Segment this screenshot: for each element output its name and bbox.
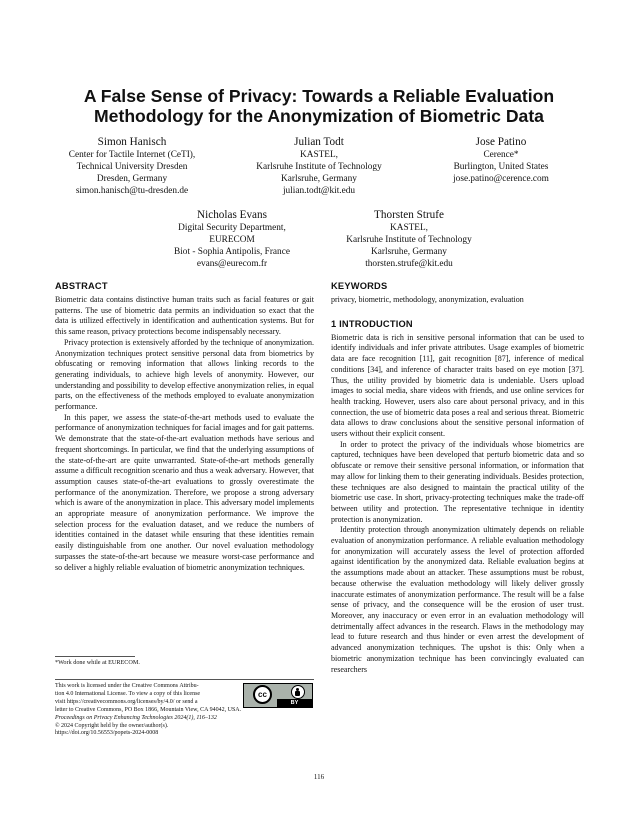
author-name: Nicholas Evans (197, 209, 267, 221)
keywords-heading: KEYWORDS (331, 281, 388, 291)
abstract-section (55, 280, 314, 573)
right-column (331, 280, 584, 675)
license-text (55, 683, 242, 738)
author-name: Simon Hanisch (97, 136, 167, 148)
author-location: Burlington, United States (453, 162, 549, 172)
author-affiliation: Karlsruhe Institute of Technology (256, 162, 382, 172)
author-block-todt (244, 135, 394, 197)
author-block-evans (157, 208, 307, 270)
introduction-heading: 1 INTRODUCTION (331, 318, 413, 329)
paper-title (60, 86, 578, 126)
author-affiliation: EURECOM (209, 235, 255, 245)
introduction-paragraph: In order to protect the privacy of the individuals whose biometrics are captured, techniques have been developed that perturb biometric data and so obfuscate or remove their sensitive personal information, or information that may allow for linking them to their generating individuals. Besides protection, these techniques are also designed to maintain the practical utility of the biometric use case. In short, privacy-protecting techniques make the trade-off between utility and protection. The representative technique in identity protection is anonymization. (331, 439, 584, 524)
license-line: letter to Creative Commons, PO Box 1866, Mountain View, CA 94042, USA. (55, 706, 242, 713)
author-location: Biot - Sophia Antipolis, France (174, 247, 290, 257)
footnote: *Work done while at EURECOM. (55, 659, 140, 666)
paper-title-line-1: A False Sense of Privacy: Towards a Reliable Evaluation (83, 86, 555, 106)
author-affiliation: Karlsruhe Institute of Technology (346, 235, 472, 245)
doi-link[interactable]: https://doi.org/10.56553/popets-2024-0008 (55, 730, 159, 737)
license-block (55, 679, 314, 746)
abstract-paragraph: Biometric data contains distinctive human traits such as facial features or gait patterns. The use of biometric data permits an individuation so exact that the data is utilized effectively in identification and authentication systems. But for this same reason, privacy protections become indispensably necessary. (55, 295, 314, 337)
abstract-paragraph: Privacy protection is extensively afforded by the technique of anonymization. Anonymization techniques protect sensitive personal data from biometrics by obfuscating or removing information that allows linking records to the generating individuals, to achieve high levels of anonymity. However, our understanding and possibility to develop effective anonymization relies, in equal parts, on the effectiveness of the methods employed to evaluate anonymization performance. (55, 337, 314, 412)
author-affiliation: KASTEL, (300, 150, 338, 160)
author-block-strufe (334, 208, 484, 270)
author-location: Karlsruhe, Germany (371, 247, 447, 257)
author-name: Julian Todt (294, 136, 344, 148)
author-block-hanisch (57, 135, 207, 197)
author-location: Dresden, Germany (96, 174, 168, 184)
cc-by-license-icon (243, 683, 313, 708)
paper-title-line-2: Methodology for the Anonymization of Biometric Data (94, 106, 544, 126)
author-email: evans@eurecom.fr (196, 259, 268, 269)
author-affiliation: Technical University Dresden (76, 162, 188, 172)
author-block-patino (426, 135, 576, 185)
copyright-line: © 2024 Copyright held by the owner/author(s). (55, 722, 169, 729)
author-affiliation: KASTEL, (390, 223, 428, 233)
author-email: simon.hanisch@tu-dresden.de (75, 186, 189, 196)
proceedings-line: Proceedings on Privacy Enhancing Technologies 2024(1), 116–132 (55, 714, 217, 721)
page-number: 116 (313, 773, 325, 781)
license-line: This work is licensed under the Creative Commons Attribu- (55, 683, 199, 689)
keywords-text: privacy, biometric, methodology, anonymization, evaluation (331, 295, 524, 304)
author-affiliation: Cerence* (483, 150, 519, 160)
license-line: tion 4.0 International License. To view a copy of this license (55, 690, 201, 697)
footnote-rule (55, 656, 135, 657)
attribution-person-icon (291, 685, 305, 699)
introduction-paragraph: Identity protection through anonymization ultimately depends on reliable evaluation of anonymization performance. A reliable evaluation methodology for anonymization will accurately assess the level of protection afforded against identification by the anonymized data. Reliable evaluation begins at the assumptions made about an attacker. These assumptions must be robust, because otherwise the evaluation methodology will likely deliver grossly inaccurate estimates of anonymization performance. The result will be a false sense of privacy, and the consequence will be the erosion of user trust. Moreover, any inaccuracy or even error in an evaluation methodology will detrimentally affect advances in the research. Flaws in the methodology may lead to future research and thus hinder or even arrest the development of advanced anonymization techniques. The upshot is this: Only when a biometric anonymization technique has been convincingly evaluated can researchers (331, 525, 584, 674)
by-label: BY (277, 699, 312, 707)
abstract-heading: ABSTRACT (55, 281, 108, 291)
license-line: visit https://creativecommons.org/licenses/by/4.0/ or send a (55, 698, 198, 705)
abstract-paragraph: In this paper, we assess the state-of-the-art methods used to evaluate the performance of anonymization techniques for facial images and for gait patterns. We demonstrate that the state-of-the-art evaluation methods have serious and frequent shortcomings. In particular, we find that the underlying assumptions of the state-of-the-art are quite unwarranted. State-of-the-art methods generally assume a difficult recognition scenario and thus a weak adversary. However, that assumption causes state-of-the-art evaluations to grossly overestimate the performance of the anonymization. Therefore, we propose a strong adversary which is aware of the anonymization in place. This adversary model implements an appropriate measure of anonymization performance. We improve the selection process for the evaluation dataset, and we reduce the numbers of identities contained in the dataset while ensuring that these identities remain easily distinguishable from one another. Our novel evaluation methodology surpasses the state-of-the-art because we measure worst-case performance and so deliver a highly reliable evaluation of biometric anonymization techniques. (55, 412, 314, 572)
author-email: thorsten.strufe@kit.edu (365, 259, 453, 269)
author-name: Thorsten Strufe (374, 209, 444, 221)
author-email: julian.todt@kit.edu (282, 186, 356, 196)
introduction-paragraph: Biometric data is rich in sensitive personal information that can be used to identify individuals and infer private attributes. Usage examples of biometric data are face recognition [11], gait recognition [87], inference of medical conditions [34], and inference of character traits based on eye motion [37]. Thus, the utility provided by biometric data is undeniable. Users upload images to social media, share videos with friends, and use online services for health tracking. However, users also care about personal privacy, and in this connection, the use of biometric data poses a real and serious threat. Biometric data allows to draw conclusions about the sensitive personal information of users without their explicit consent. (331, 332, 584, 439)
author-affiliation: Digital Security Department, (178, 223, 286, 233)
author-location: Karlsruhe, Germany (281, 174, 357, 184)
author-email: jose.patino@cerence.com (453, 174, 549, 184)
cc-logo-icon: cc (253, 685, 272, 704)
author-name: Jose Patino (475, 136, 527, 148)
author-affiliation: Center for Tactile Internet (CeTI), (68, 150, 196, 160)
